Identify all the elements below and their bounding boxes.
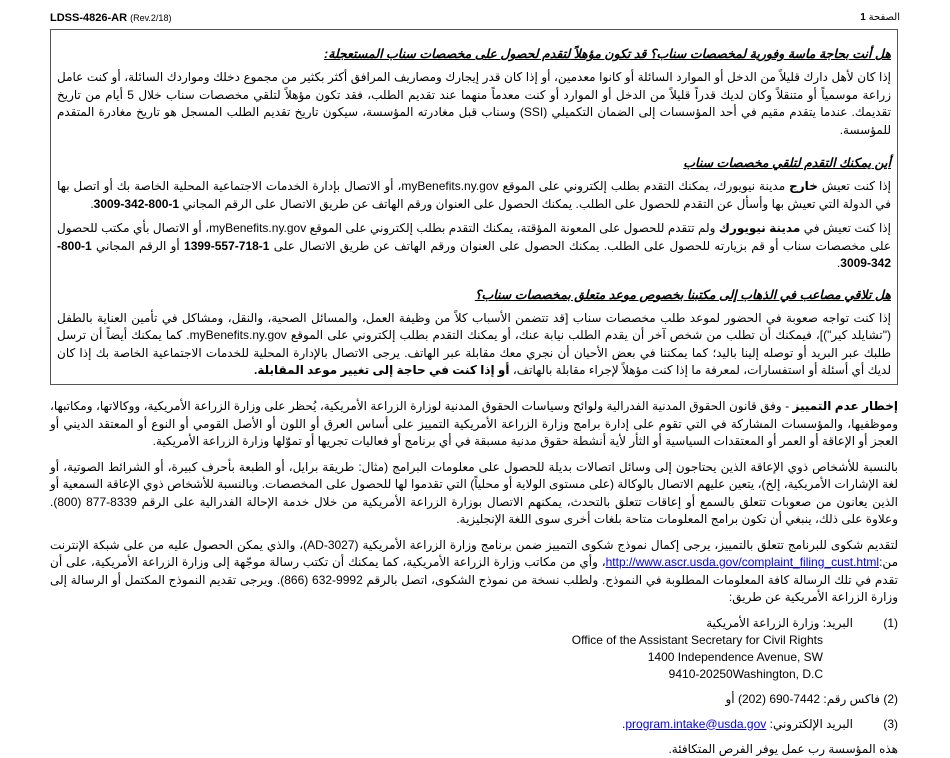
address-line: Office of the Assistant Secretary for Civil Rights [571, 632, 823, 647]
item-label: فاكس رقم: 7442-690 (202) أو [725, 691, 880, 706]
page-header [50, 12, 900, 28]
text: لتقديم شكوى للبرنامج تتعلق بالتمييز، يرجى إكمال نموذج شكوى التمييز ضمن برنامج وزارة الزراعة الأمريكية (AD-3027)، والذي يمكن الحصول عليه من على شبكة الإنترنت من: [50, 537, 898, 569]
bold-text: خارج [789, 179, 818, 193]
text: . [622, 716, 626, 731]
item-number: (3) [883, 716, 898, 731]
form-id [50, 12, 171, 24]
text: ولم تتقدم للحصول على المعونة المؤقتة، يمكنك التقدم بطلب إلكتروني على الموقع myBenefits.ny.gov، أو الاتصال بأي مكتب للحصول على مخصصات سناب أو قم بزيارته للحصول على الطلب. يمكنك الحصول على العنوان ورقم الهاتف عن طريق الاتصال على [57, 221, 891, 253]
section-title-difficulty: هل تلاقي مصاعب في الذهاب إلى مكتبنا بخصوص موعد متعلق بمخصصات سناب؟ [474, 287, 891, 302]
text: - وفق قانون الحقوق المدنية الفدرالية ولوائح وسياسات الحقوق المدنية لوزارة الزراعة الأمريكية، يُحظر على وزارة الزراعة الأمريكية، ووكالاتها، ومكاتبها، وموظفيها، والمؤسسات المشاركة في التي تقوم على إدارة برامج وزارة الزراعة الأمريكية التمييز على أساس العرق أو اللون أو الأصل القومي أو النوع أو المعتقد الديني أو العجز أو الإعاقة أو العمر أو المعتقدات السياسية أو الثأر لأية أنشطة حقوق مدنية مسبقة في أي برنامج أو فعاليات تجريها أو تموّلها وزارة الزراعة الأمريكية. [50, 399, 899, 448]
phone-number: 1-800-342-3009 [57, 238, 891, 270]
complaint-form-link[interactable]: http://www.ascr.usda.gov/complaint_filing_cust.html [605, 555, 880, 569]
item-number: (1) [883, 615, 898, 630]
form-number: LDSS-4826-AR [50, 12, 128, 24]
submission-methods [50, 615, 898, 758]
item-number: (2) [883, 691, 898, 706]
nondiscrimination-section [50, 398, 898, 758]
text: إذا كنت تواجه صعوبة في الحضور لموعد طلب مخصصات سناب [قد تتضمن الأسباب كلاً من وظيفة العمل، والمسائل الصحية، والنقل، ومشاكل في تأمين العناية بالطفل ("تشايلد كير")]، فيمكنك أن تطلب من شخص آخر أن يقدم الطلب نيابة عنك، أو يمكنك التقدم بطلب إلكتروني على الموقع myBenefits.ny.gov. كما يمكنك أيضاً أن ترسل طلبك عبر البريد أو توصله إلينا باليد؛ كما يمكننا في بعض الأحيان أن نجري معك مقابلة عبر الهاتف. يرجى الاتصال بالإدارة المحلية للخدمات الاجتماعية الخاصة بك إذا كان لديك أي أسئلة أو استفسارات، لمعرفة ما إذا كنت مؤهلاً لإجراء مقابلة بالهاتف، [57, 310, 891, 377]
text: ، وأي من مكاتب وزارة الزراعة الأمريكية، كما يمكنك أن تكتب رسالة موجّهة إلى وزارة الزراعة الأمريكية، على أن تقدم في تلك الرسالة كافة المعلومات المطلوبة في النموذج. ولطلب نسخة من نموذج الشكوى، اتصل بالرقم 9992-632 (866). ويرجى تقديم النموذج المكتمل أو الرسالة إلى وزارة الزراعة الأمريكية عن طريق: [50, 555, 898, 604]
section-title-where-to-apply: أين يمكنك التقدم لتلقي مخصصات سناب [683, 156, 891, 170]
snap-info-box [50, 29, 898, 385]
text: إذا كنت تعيش في [800, 221, 891, 235]
text: مدينة نيويورك، يمكنك التقدم بطلب إلكتروني على الموقع myBenefits.ny.gov، أو الاتصال بإدارة الخدمات الاجتماعية المحلية الخاصة بك أو اتصل بها في الدولة التي تعيش بها وأسأل عن التقدم للحصول على الطلب. يمكنك الحصول على العنوان ورقم الهاتف عن طريق الاتصال على الرقم المجاني [57, 179, 891, 211]
equal-opportunity-statement: هذه المؤسسة رب عمل يوفر الفرص المتكافئة. [668, 741, 898, 756]
mailing-address [478, 632, 823, 683]
text: . [836, 256, 841, 270]
email-link[interactable]: program.intake@usda.gov [625, 716, 767, 731]
list-item-email [50, 716, 898, 733]
item-label: البريد الإلكتروني: [766, 716, 853, 731]
text: أو الرقم المجاني [91, 238, 185, 253]
expedited-paragraph: إذا كان لأهل دارك قليلاً من الدخل أو الموارد السائلة أو كانوا معدمين، أو إذا كان قدر إيجارك ومصاريف المرافق أكثر بكثير من مجموع دخلك ومواردك السائلة، أو كنت عامل زراعة موسمياً أو متنقلاً وكان لديك قدراً قليلاً من الدخل أو الموارد أو كنت معدماً منهما عند تقديم الطلب، فقد تكون مؤهلاً لتلقي مخصصات سناب خلال 5 أيام من تاريخ تقديمك. عندما يتقدم مقيم في أحد المؤسسات إلى الضمان التكميلي (SSI) وسناب قبل مغادرته المؤسسة، سيكون تاريخ تقديم الطلب المسجل هو تاريخ مغادرة المتقدم للمؤسسة. [57, 70, 891, 137]
difficulty-paragraph [57, 310, 891, 380]
outside-nyc-paragraph [57, 178, 891, 213]
bold-text: مدينة نيويورك [718, 221, 801, 235]
nondiscrimination-paragraph [50, 398, 898, 451]
text: . [90, 196, 94, 211]
page-indicator [860, 12, 900, 23]
phone-number: 1-718-557-1399 [184, 238, 270, 253]
nyc-paragraph [57, 220, 891, 273]
page-label: الصفحة [868, 12, 900, 23]
complaint-paragraph [50, 537, 898, 607]
list-item-fax [50, 691, 898, 708]
list-item-mail [50, 615, 898, 632]
text: إذا كنت تعيش [817, 179, 891, 193]
bold-text: إخطار عدم التمييز [792, 399, 899, 413]
address-line: 9410-20250Washington, D.C [668, 666, 823, 681]
bold-text: أو إذا كنت في حاجة إلى تغيير موعد المقابلة. [254, 363, 510, 377]
item-label: البريد: وزارة الزراعة الأمريكية [706, 615, 853, 630]
page-number: 1 [860, 12, 866, 23]
form-revision: (Rev.2/18) [130, 13, 172, 23]
disability-paragraph: بالنسبة للأشخاص ذوي الإعاقة الذين يحتاجون إلى وسائل اتصالات بديلة للحصول على معلومات البرامج (مثال: طريقة برايل، أو الطبعة بأحرف كبيرة، أو الشرائط الصوتية، أو لغة الإشارات الأمريكية، إلخ)، يتعين عليهم الاتصال بالوكالة (على مستوى الولاية أو محلياً) التي تقدموا لها للحصول على المخصصات. وبالنسبة للأشخاص ذوي الإعاقة السمعية أو الذين يعانون من صعوبات تتعلق بالسمع أو إعاقات تتعلق بالتحدث، يمكنهم الاتصال بوزارة الزراعة الأمريكية من خلال خدمة الإحالة الفدرالية على الرقم 8339-877 (800). وعلاوة على ذلك، ينبغي أن تكون برامج المعلومات متاحة بلغات أخرى سوى اللغة الإنجليزية. [50, 459, 898, 526]
address-line: 1400 Independence Avenue, SW [647, 649, 823, 664]
phone-number: 1-800-342-3009 [93, 196, 180, 211]
section-title-expedited: هل أنت بحاجة ماسة وفورية لمخصصات سناب؟ قد تكون مؤهلاً لتقدم لحصول على مخصصات سناب المستعجلة: [324, 47, 891, 61]
